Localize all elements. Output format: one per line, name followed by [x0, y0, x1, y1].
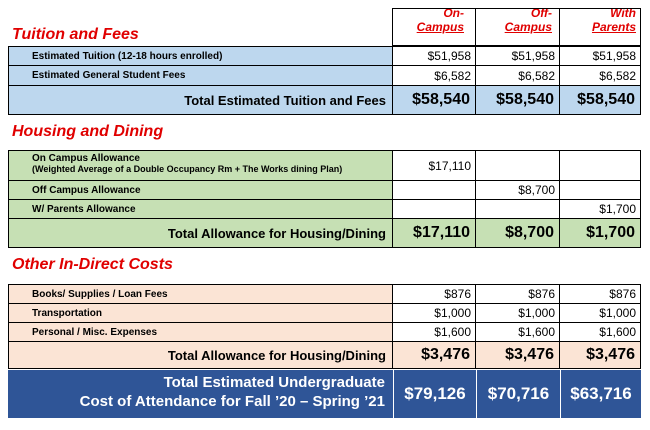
- housing-row-label: Off Campus Allowance: [8, 180, 393, 200]
- grand-total-value: $79,126: [393, 370, 476, 418]
- housing-row-value: [559, 150, 641, 181]
- tuition-row-value: $6,582: [392, 65, 476, 86]
- grand-total-label-line2: Cost of Attendance for Fall ’20 – Spring ’21: [79, 393, 385, 410]
- tuition-row-value: $6,582: [559, 65, 641, 86]
- indirect-row-value: $876: [475, 284, 560, 304]
- housing-total-value: $1,700: [559, 218, 641, 248]
- header-on-campus-line2: Campus: [416, 20, 464, 34]
- indirect-total-value: $3,476: [559, 341, 641, 369]
- housing-row-label: W/ Parents Allowance: [8, 199, 393, 219]
- indirect-row-value: $876: [559, 284, 641, 304]
- section-title-indirect: Other In-Direct Costs: [12, 256, 173, 273]
- indirect-total-value: $3,476: [475, 341, 560, 369]
- grand-total-value: $63,716: [560, 370, 641, 418]
- grand-total-value: $70,716: [476, 370, 560, 418]
- housing-row-label-sub: (Weighted Average of a Double Occupancy Rm + The Works dining Plan): [32, 164, 343, 174]
- indirect-row-value: $1,600: [559, 322, 641, 342]
- indirect-row-value: $1,000: [559, 303, 641, 323]
- housing-row-value: [392, 180, 476, 200]
- indirect-row-label: Personal / Misc. Expenses: [8, 322, 393, 342]
- tuition-total-value: $58,540: [475, 85, 560, 115]
- grand-total-label-line1: Total Estimated Undergraduate: [163, 374, 385, 391]
- housing-row-value: [559, 180, 641, 200]
- header-on-campus-line1: On-: [443, 6, 464, 20]
- indirect-total-value: $3,476: [392, 341, 476, 369]
- tuition-total-value: $58,540: [392, 85, 476, 115]
- indirect-row-label: Books/ Supplies / Loan Fees: [8, 284, 393, 304]
- indirect-total-label: Total Allowance for Housing/Dining: [8, 341, 393, 369]
- housing-row-value: [475, 150, 560, 181]
- header-off-campus-line1: Off-: [530, 6, 552, 20]
- housing-total-label: Total Allowance for Housing/Dining: [8, 218, 393, 248]
- header-with-parents-line1: With: [610, 6, 636, 20]
- section-title-tuition: Tuition and Fees: [12, 26, 139, 43]
- tuition-row-value: $51,958: [475, 46, 560, 66]
- housing-row-value: $17,110: [392, 150, 476, 181]
- housing-row-value: [392, 199, 476, 219]
- tuition-total-label: Total Estimated Tuition and Fees: [8, 85, 393, 115]
- header-cell-off-campus: [475, 8, 560, 46]
- tuition-row-label: Estimated Tuition (12-18 hours enrolled): [8, 46, 393, 66]
- indirect-row-value: $1,600: [475, 322, 560, 342]
- section-title-housing: Housing and Dining: [12, 123, 164, 140]
- indirect-row-value: $1,000: [392, 303, 476, 323]
- header-cell-with-parents: [559, 8, 641, 46]
- housing-row-value: $1,700: [559, 199, 641, 219]
- tuition-total-value: $58,540: [559, 85, 641, 115]
- header-off-campus-line2: Campus: [504, 20, 552, 34]
- housing-row-label: [8, 150, 393, 181]
- indirect-row-label: Transportation: [8, 303, 393, 323]
- housing-row-value: [475, 199, 560, 219]
- tuition-row-value: $51,958: [392, 46, 476, 66]
- housing-row-label-main: On Campus Allowance: [32, 153, 140, 164]
- indirect-row-value: $1,000: [475, 303, 560, 323]
- housing-total-value: $17,110: [392, 218, 476, 248]
- indirect-row-value: $876: [392, 284, 476, 304]
- indirect-row-value: $1,600: [392, 322, 476, 342]
- housing-total-value: $8,700: [475, 218, 560, 248]
- grand-total-label: [8, 373, 393, 411]
- housing-row-value: $8,700: [475, 180, 560, 200]
- tuition-row-value: $51,958: [559, 46, 641, 66]
- tuition-row-label: Estimated General Student Fees: [8, 65, 393, 86]
- tuition-row-value: $6,582: [475, 65, 560, 86]
- header-cell-on-campus: [392, 8, 476, 46]
- header-with-parents-line2: Parents: [591, 20, 636, 34]
